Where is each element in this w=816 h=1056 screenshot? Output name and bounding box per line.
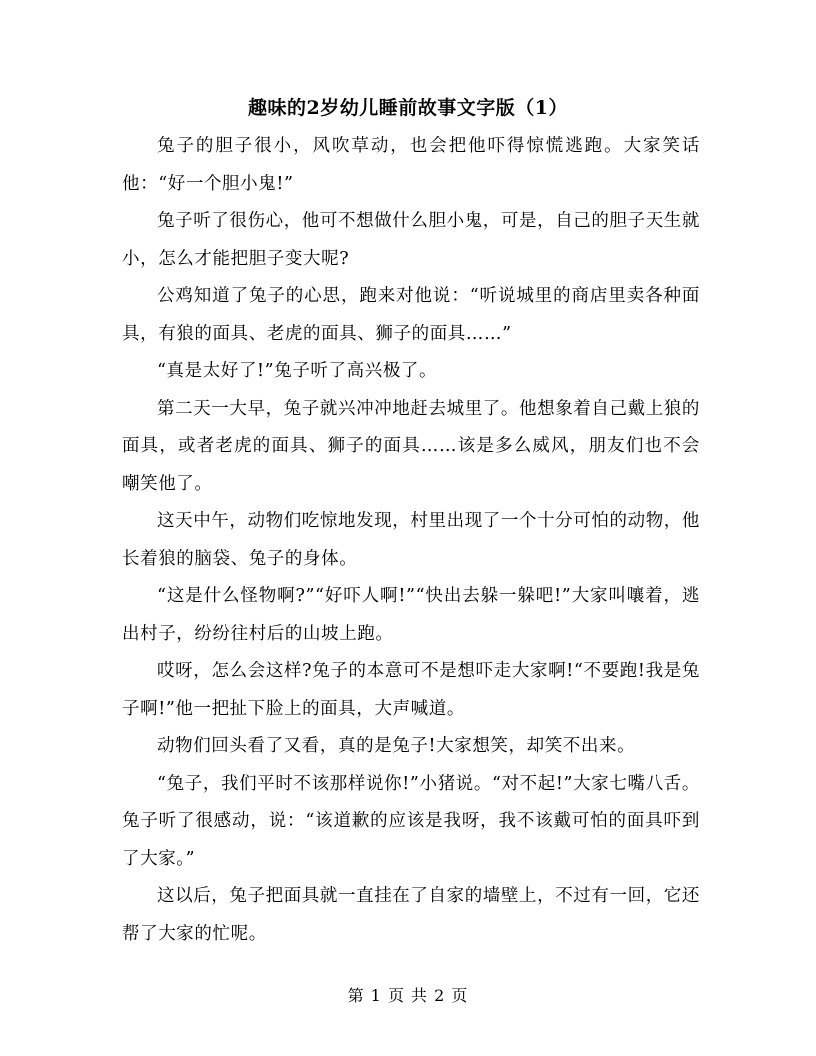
document-title: 趣味的2岁幼儿睡前故事文字版（1）	[248, 97, 568, 119]
page-prefix: 第	[347, 986, 365, 1005]
paragraph: 兔子听了很伤心，他可不想做什么胆小鬼，可是，自己的胆子天生就小，怎么才能把胆子变大呢?	[122, 211, 700, 269]
paragraph: 公鸡知道了兔子的心思，跑来对他说：“听说城里的商店里卖各种面具，有狼的面具、老虎的面具、狮子的面具……”	[122, 286, 700, 344]
paragraph: “兔子，我们平时不该那样说你!”小猪说。“对不起!”大家七嘴八舌。兔子听了很感动，说：“该道歉的应该是我呀，我不该戴可怕的面具吓到了大家。”	[122, 773, 700, 869]
paragraph: 兔子的胆子很小，风吹草动，也会把他吓得惊慌逃跑。大家笑话他：“好一个胆小鬼!”	[122, 136, 700, 194]
paragraph: 动物们回头看了又看，真的是兔子!大家想笑，却笑不出来。	[157, 736, 636, 756]
paragraph: 这以后，兔子把面具就一直挂在了自家的墙壁上，不过有一回，它还帮了大家的忙呢。	[122, 886, 700, 944]
document-body	[122, 128, 700, 953]
paragraph: 这天中午，动物们吃惊地发现，村里出现了一个十分可怕的动物，他长着狼的脑袋、兔子的身体。	[122, 511, 700, 569]
paragraph: 哎呀，怎么会这样?兔子的本意可不是想吓走大家啊!“不要跑!我是兔子啊!”他一把扯下脸上的面具，大声喊道。	[122, 661, 700, 719]
paragraph: 第二天一大早，兔子就兴冲冲地赶去城里了。他想象着自己戴上狼的面具，或者老虎的面具、狮子的面具……该是多么威风，朋友们也不会嘲笑他了。	[122, 398, 700, 494]
paragraph: “真是太好了!”兔子听了高兴极了。	[157, 361, 438, 381]
total-pages-number: 2	[434, 986, 446, 1005]
page-suffix: 页	[451, 986, 469, 1005]
current-page-number: 1	[370, 986, 382, 1005]
page-footer	[0, 985, 816, 1007]
page-mid-text: 页 共	[387, 986, 429, 1005]
paragraph: “这是什么怪物啊?”“好吓人啊!”“快出去躲一躲吧!”大家叫嚷着，逃出村子，纷纷往村后的山坡上跑。	[122, 586, 700, 644]
